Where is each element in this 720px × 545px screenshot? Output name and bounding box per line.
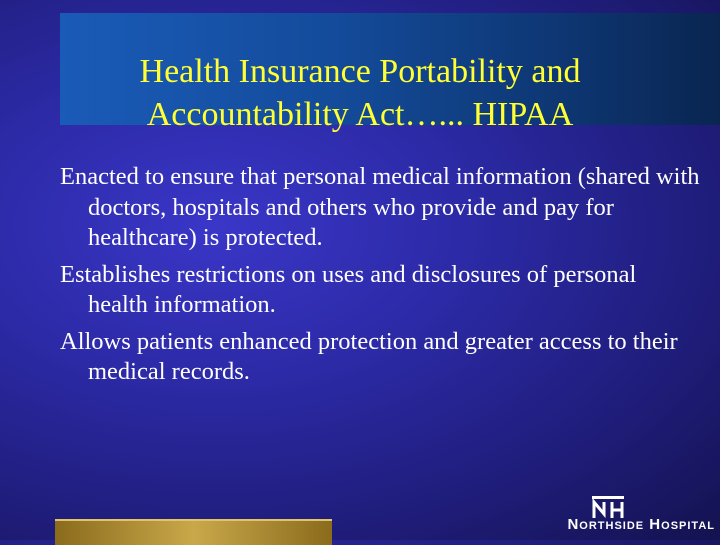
paragraph-enacted: Enacted to ensure that personal medical information (shared with doctors, hospitals and others who provide and pay for healthcare) is protected.	[60, 163, 700, 251]
slide-title	[0, 50, 720, 136]
title-line-2: Accountability Act…... HIPAA	[146, 96, 574, 133]
slide-body	[60, 162, 700, 394]
paragraph-patients: Allows patients enhanced protection and greater access to their medical records.	[60, 327, 678, 385]
title-line-1: Health Insurance Portability and	[139, 53, 581, 90]
footer-accent-bar	[55, 519, 332, 545]
paragraph-restrictions: Establishes restrictions on uses and disclosures of personal health information.	[60, 260, 637, 318]
hospital-logo-text: Northside Hospital	[567, 516, 715, 533]
